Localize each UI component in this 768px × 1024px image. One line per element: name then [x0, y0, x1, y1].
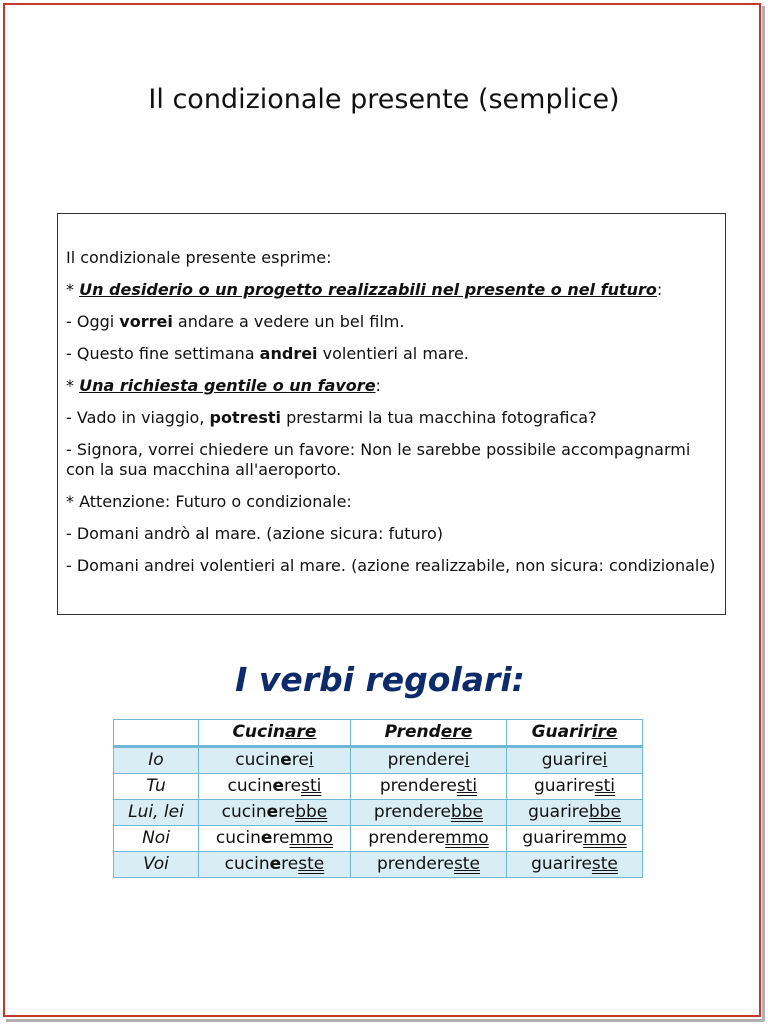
table-row: [114, 774, 643, 800]
conjugation-cell: [507, 826, 643, 852]
verb-ending: bb: [450, 802, 473, 822]
example-verb: vorrei: [119, 312, 173, 331]
verb-stem: prender: [373, 802, 441, 822]
verb-ending: i: [308, 750, 314, 770]
stem-vowel: e: [266, 802, 279, 822]
verb-ending: ste: [298, 854, 325, 874]
verb-stem: cucin: [227, 776, 273, 796]
verb-ending: m: [445, 828, 462, 848]
conjugation-cell: [199, 747, 351, 774]
verb-stem: prender: [387, 750, 455, 770]
verb-connector: re: [278, 802, 296, 822]
verb-stem: guarir: [522, 828, 573, 848]
verb-stem: guarir: [531, 854, 582, 874]
verb-ending: sti: [456, 776, 478, 796]
verb-ending-wrap: e: [472, 802, 483, 822]
conjugation-cell: [199, 800, 351, 826]
verb-ending: m: [289, 828, 307, 848]
bullet-desire: [66, 280, 717, 300]
page-title: Il condizionale presente (semplice): [148, 84, 620, 115]
stem-vowel: e: [280, 750, 292, 770]
colon: :: [656, 280, 663, 299]
conjugation-cell: [350, 747, 506, 774]
verb-ending: i: [602, 750, 608, 770]
pronoun-cell: Tu: [114, 774, 199, 800]
verb-ending-wrap: e: [316, 802, 328, 822]
pronoun-cell: Voi: [114, 852, 199, 878]
verb-ending: bb: [295, 802, 317, 822]
conjugation-cell: [199, 774, 351, 800]
example-3: [66, 408, 717, 428]
example-text: prestarmi la tua macchina fotografica?: [281, 408, 597, 427]
table-header-empty: [114, 720, 199, 747]
example-2: [66, 344, 717, 364]
verb-stem: cucin: [224, 854, 270, 874]
verb-ending-wrap: mo: [306, 828, 333, 848]
bullet-marker: *: [66, 376, 80, 395]
verb-connector: e: [440, 802, 451, 822]
verb-stem: cucin: [235, 750, 281, 770]
table-header-guarire: [507, 720, 643, 747]
verb-stem: guarir: [541, 750, 593, 770]
verb-stem: Guarir: [531, 722, 592, 742]
table-header-cucinare: [199, 720, 351, 747]
colon: :: [375, 376, 381, 395]
verb-ending: are: [285, 722, 317, 742]
table-row: [114, 747, 643, 774]
verb-stem: guarir: [533, 776, 585, 796]
example-5: - Domani andrò al mare. (azione sicura: futuro): [66, 524, 443, 543]
verb-ending: mmo: [583, 828, 627, 848]
verb-ending: ere: [440, 722, 473, 742]
stem-vowel: e: [269, 854, 282, 874]
bullet-request-text: Una richiesta gentile o un favore: [79, 376, 376, 395]
verb-stem: guarir: [528, 802, 579, 822]
example-text: - Vado in viaggio,: [66, 408, 210, 427]
page-shadow-right: [762, 6, 765, 1021]
explanation-box: [57, 213, 726, 615]
conjugation-cell: [199, 852, 351, 878]
example-4: - Signora, vorrei chiedere un favore: Non le sarebbe possibile accompagnarmi con la sua macchina all'aeroporto.: [66, 440, 691, 479]
verb-connector: e: [454, 750, 465, 770]
conjugation-cell: [199, 826, 351, 852]
bullet-desire-text: Un desiderio o un progetto realizzabili nel presente o nel futuro: [79, 280, 657, 299]
page-shadow-bottom: [6, 1019, 764, 1022]
conjugation-cell: [507, 852, 643, 878]
pronoun-cell: Lui, lei: [114, 800, 199, 826]
verb-connector: e: [446, 776, 457, 796]
verb-ending-wrap: mo: [461, 828, 489, 848]
verb-connector: e: [434, 828, 446, 848]
pronoun-cell: Io: [114, 747, 199, 774]
conjugation-cell: [350, 852, 506, 878]
verb-stem: cucin: [215, 828, 261, 848]
conjugation-cell: [507, 800, 643, 826]
verb-connector: e: [443, 854, 454, 874]
example-verb: andrei: [259, 344, 318, 363]
example-text: - Oggi: [66, 312, 120, 331]
verb-stem: prender: [376, 854, 444, 874]
bullet-request: [66, 376, 717, 396]
conjugation-cell: [350, 800, 506, 826]
verb-connector: e: [578, 802, 589, 822]
example-6: - Domani andrei volentieri al mare. (azione realizzabile, non sicura: condizionale): [66, 556, 716, 575]
table-row: [114, 852, 643, 878]
example-1: [66, 312, 717, 332]
verb-ending: ste: [591, 854, 618, 874]
verb-stem: Prend: [384, 722, 441, 742]
conjugation-cell: [507, 774, 643, 800]
conjugation-table: [113, 719, 643, 878]
verb-stem: prender: [379, 776, 447, 796]
verb-ending: sti: [594, 776, 616, 796]
verb-ending: ire: [591, 722, 618, 742]
verb-connector: e: [592, 750, 603, 770]
verb-connector: re: [291, 750, 309, 770]
verb-connector: e: [584, 776, 595, 796]
verb-stem: Cucin: [232, 722, 286, 742]
table-header-row: [114, 720, 643, 747]
verb-ending: ste: [453, 854, 480, 874]
table-header-prendere: [350, 720, 506, 747]
table-row: [114, 826, 643, 852]
section-heading: I verbi regolari:: [235, 660, 525, 699]
verb-connector: re: [281, 854, 299, 874]
pronoun-cell: Noi: [114, 826, 199, 852]
verb-stem: cucin: [221, 802, 267, 822]
stem-vowel: e: [260, 828, 273, 848]
verb-ending: i: [464, 750, 470, 770]
conjugation-cell: [350, 774, 506, 800]
table-row: [114, 800, 643, 826]
verb-connector: e: [581, 854, 592, 874]
verb-connector: re: [272, 828, 290, 848]
example-text: andare a vedere un bel film.: [172, 312, 405, 331]
verb-stem: prender: [368, 828, 435, 848]
verb-ending: bbe: [588, 802, 621, 822]
verb-ending: sti: [301, 776, 322, 796]
stem-vowel: e: [272, 776, 285, 796]
example-text: volentieri al mare.: [317, 344, 469, 363]
conjugation-cell: [350, 826, 506, 852]
verb-connector: e: [572, 828, 584, 848]
attention-note: * Attenzione: Futuro o condizionale:: [66, 492, 352, 511]
example-text: - Questo fine settimana: [66, 344, 260, 363]
example-verb: potresti: [209, 408, 282, 427]
conjugation-cell: [507, 747, 643, 774]
bullet-marker: *: [66, 280, 80, 299]
intro-text: Il condizionale presente esprime:: [66, 248, 332, 267]
verb-connector: re: [284, 776, 302, 796]
